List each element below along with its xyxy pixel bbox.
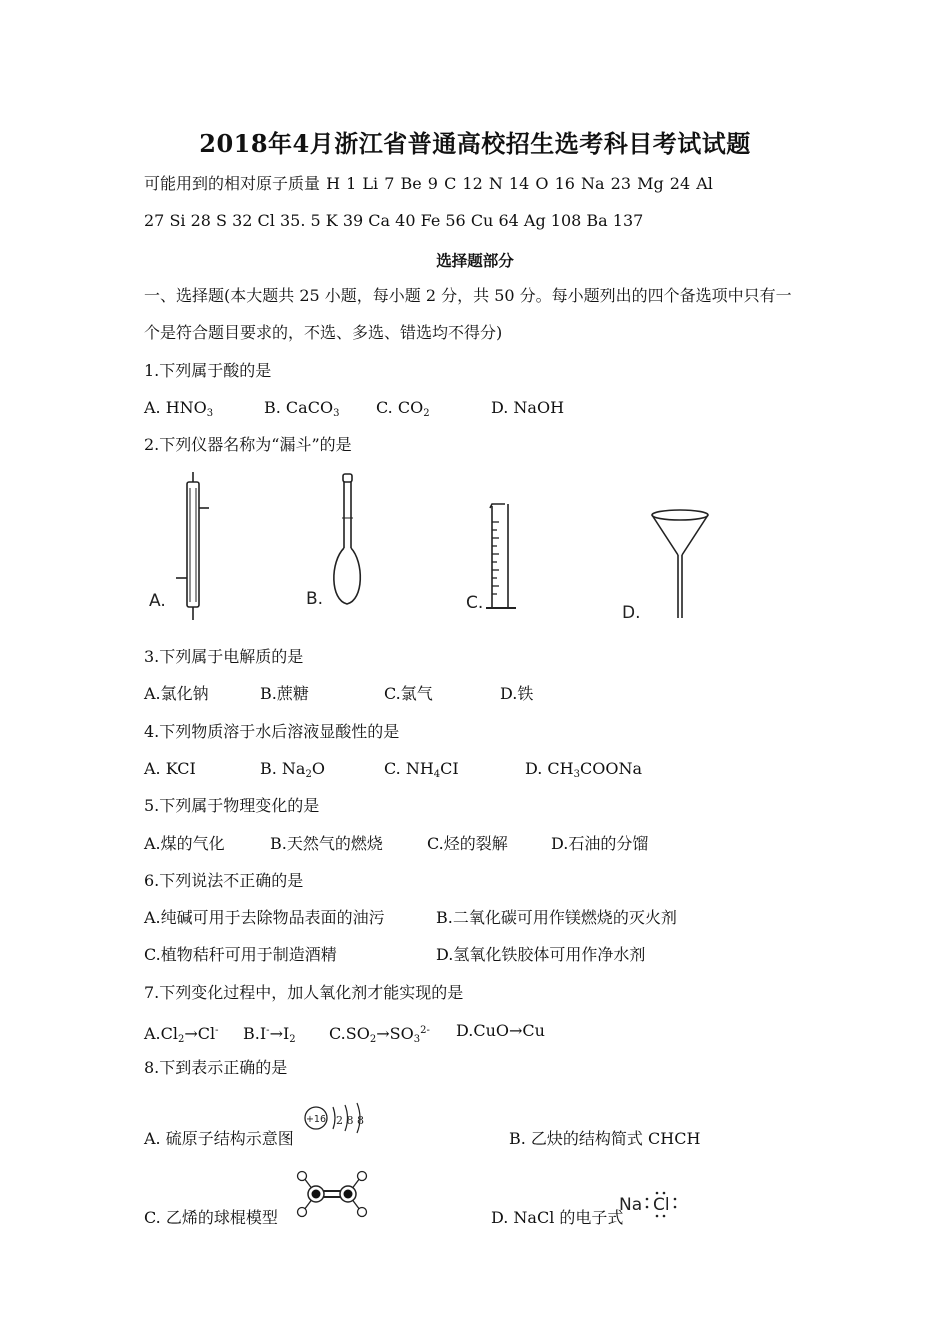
volumetric-flask <box>334 474 360 604</box>
page-title: 2018年4月浙江省普通高校招生选考科目考试试题 <box>199 129 751 158</box>
question-5-stem: 5.下列属于物理变化的是 <box>144 796 320 815</box>
section-title: 选择题部分 <box>436 251 514 270</box>
q5-option-c: C.烃的裂解 <box>427 834 508 853</box>
ethylene-ball-stick-model <box>290 1170 380 1224</box>
q5-option-b: B.天然气的燃烧 <box>270 834 383 853</box>
label-d: D. <box>622 603 641 623</box>
atomic-mass-line-1: 可能用到的相对原子质量 H 1 Li 7 Be 9 C 12 N 14 O 16 Na 23 Mg 24 Al <box>144 174 713 193</box>
sulfur-atom-diagram <box>300 1098 380 1138</box>
q7-option-d: D.CuO→Cu <box>456 1021 545 1040</box>
q8-option-c: C. 乙烯的球棍模型 <box>144 1208 278 1227</box>
question-1-stem: 1.下列属于酸的是 <box>144 361 272 380</box>
question-8-stem: 8.下到表示正确的是 <box>144 1058 288 1077</box>
atomic-mass-line-2: 27 Si 28 S 32 Cl 35. 5 K 39 Ca 40 Fe 56 Cu 64 Ag 108 Ba 137 <box>144 211 644 230</box>
q3-option-d: D.铁 <box>500 684 534 703</box>
q6-option-c: C.植物秸秆可用于制造酒精 <box>144 945 337 964</box>
label-b: B. <box>306 589 324 609</box>
chlorine-symbol: Cl <box>653 1195 670 1215</box>
sodium-symbol: Na <box>619 1195 643 1215</box>
apparatus-figure <box>0 470 950 640</box>
question-3-stem: 3.下列属于电解质的是 <box>144 647 304 666</box>
nacl-electron-formula <box>617 1190 687 1224</box>
q4-option-c: C. $NH_4CI$ <box>384 759 459 780</box>
q1-option-d: D. NaOH <box>491 398 565 417</box>
q8-option-b: B. 乙炔的结构简式 CHCH <box>509 1129 701 1148</box>
q8-option-a: A. 硫原子结构示意图 <box>144 1129 294 1148</box>
q3-option-b: B.蔗糖 <box>260 684 309 703</box>
q7-option-b: $B.I^-\to I_2$ <box>243 1024 296 1045</box>
question-2-stem: 2.下列仪器名称为“漏斗”的是 <box>144 435 352 454</box>
q4-option-d: D. $CH_3COONa$ <box>525 759 643 780</box>
condenser-apparatus <box>176 472 209 620</box>
label-a: A. <box>149 591 166 611</box>
q8-option-d: D. NaCl 的电子式 <box>491 1208 624 1227</box>
electron-shells: 2 8 8 <box>336 1114 364 1127</box>
q4-option-b: B. $Na_2O$ <box>260 759 325 780</box>
instructions-line-2: 个是符合题目要求的，不选、多选、错选均不得分) <box>144 323 503 342</box>
q1-option-c: C. $CO_2$ <box>376 398 430 419</box>
funnel-apparatus <box>652 510 708 618</box>
label-c: C. <box>466 593 484 613</box>
question-4-stem: 4.下列物质溶于水后溶液显酸性的是 <box>144 722 400 741</box>
q4-option-a: A. KCI <box>144 759 196 778</box>
q7-option-c: $C.SO_2\to SO_3^{2-}$ <box>329 1024 430 1045</box>
q6-option-d: D.氢氧化铁胶体可用作净水剂 <box>436 945 646 964</box>
nucleus-charge: +16 <box>305 1114 327 1125</box>
q6-option-b: B.二氧化碳可用作镁燃烧的灭火剂 <box>436 908 677 927</box>
q6-option-a: A.纯碱可用于去除物品表面的油污 <box>144 908 385 927</box>
q3-option-a: A.氯化钠 <box>144 684 209 703</box>
q1-option-b: B. CaCO$_3$ <box>264 398 340 419</box>
q5-option-a: A.煤的气化 <box>144 834 225 853</box>
graduated-cylinder <box>486 504 516 608</box>
q3-option-c: C.氯气 <box>384 684 433 703</box>
q7-option-a: $A.Cl_2\to Cl^-$ <box>144 1024 219 1045</box>
q5-option-d: D.石油的分馏 <box>551 834 649 853</box>
question-7-stem: 7.下列变化过程中，加人氧化剂才能实现的是 <box>144 983 464 1002</box>
instructions-line-1: 一、选择题(本大题共 25 小题，每小题 2 分，共 50 分。每小题列出的四个备选项中只有一 <box>144 286 792 305</box>
q1-option-a: A. $HNO_3$ <box>144 398 214 419</box>
question-6-stem: 6.下列说法不正确的是 <box>144 871 304 890</box>
